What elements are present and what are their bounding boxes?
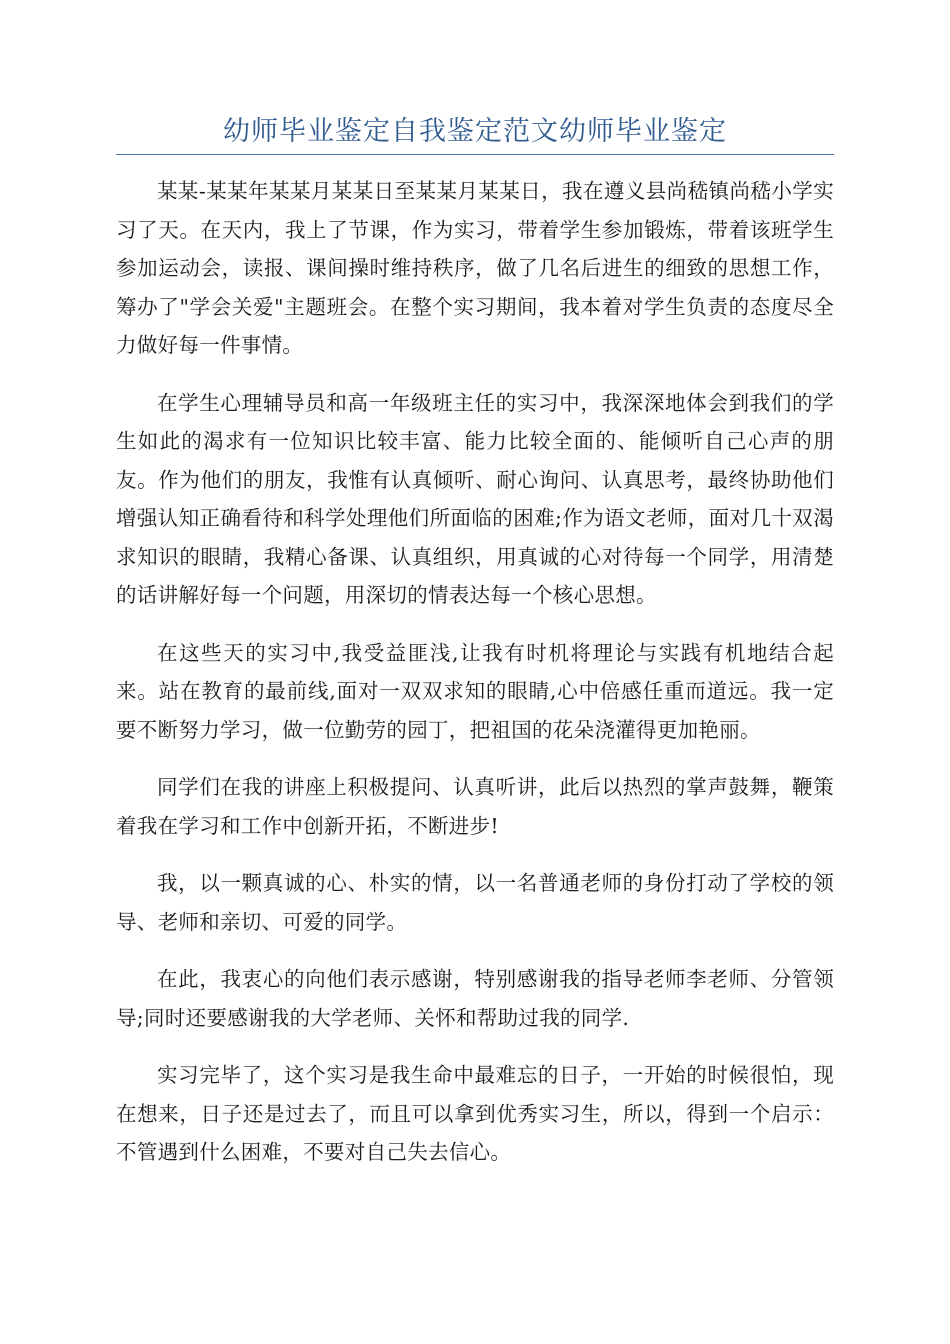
paragraph-3: 在这些天的实习中,我受益匪浅,让我有时机将理论与实践有机地结合起来。站在教育的最前线,面对一双双求知的眼睛,心中倍感任重而道远。我一定要不断努力学习，做一位勤劳的园丁，把祖国的花朵浇灌得更加艳丽。	[116, 640, 834, 742]
paragraph-4: 同学们在我的讲座上积极提问、认真听讲，此后以热烈的掌声鼓舞，鞭策着我在学习和工作中创新开拓，不断进步!	[116, 775, 834, 838]
paragraph-1: 某某-某某年某某月某某日至某某月某某日，我在遵义县尚嵇镇尚嵇小学实习了天。在天内，我上了节课，作为实习，带着学生参加锻炼，带着该班学生参加运动会，读报、课间操时维持秩序，做了几名后进生的细致的思想工作，筹办了"学会关爱"主题班会。在整个实习期间，我本着对学生负责的态度尽全力做好每一件事情。	[116, 179, 834, 357]
document-body	[116, 172, 834, 1191]
paragraph-2: 在学生心理辅导员和高一年级班主任的实习中，我深深地体会到我们的学生如此的渴求有一位知识比较丰富、能力比较全面的、能倾听自己心声的朋友。作为他们的朋友，我惟有认真倾听、耐心询问、认真思考，最终协助他们增强认知正确看待和科学处理他们所面临的困难;作为语文老师，面对几十双渴求知识的眼睛，我精心备课、认真组织，用真诚的心对待每一个同学，用清楚的话讲解好每一个问题，用深切的情表达每一个核心思想。	[116, 390, 834, 607]
document-title: 幼师毕业鉴定自我鉴定范文幼师毕业鉴定	[223, 116, 727, 147]
title-underline	[116, 154, 834, 155]
paragraph-6: 在此，我衷心的向他们表示感谢，特别感谢我的指导老师李老师、分管领导;同时还要感谢我的大学老师、关怀和帮助过我的同学.	[116, 967, 834, 1030]
paragraph-5: 我，以一颗真诚的心、朴实的情，以一名普通老师的身份打动了学校的领导、老师和亲切、可爱的同学。	[116, 871, 834, 934]
paragraph-7: 实习完毕了，这个实习是我生命中最难忘的日子，一开始的时候很怕，现在想来，日子还是过去了，而且可以拿到优秀实习生，所以，得到一个启示：不管遇到什么困难，不要对自己失去信心。	[116, 1063, 834, 1164]
